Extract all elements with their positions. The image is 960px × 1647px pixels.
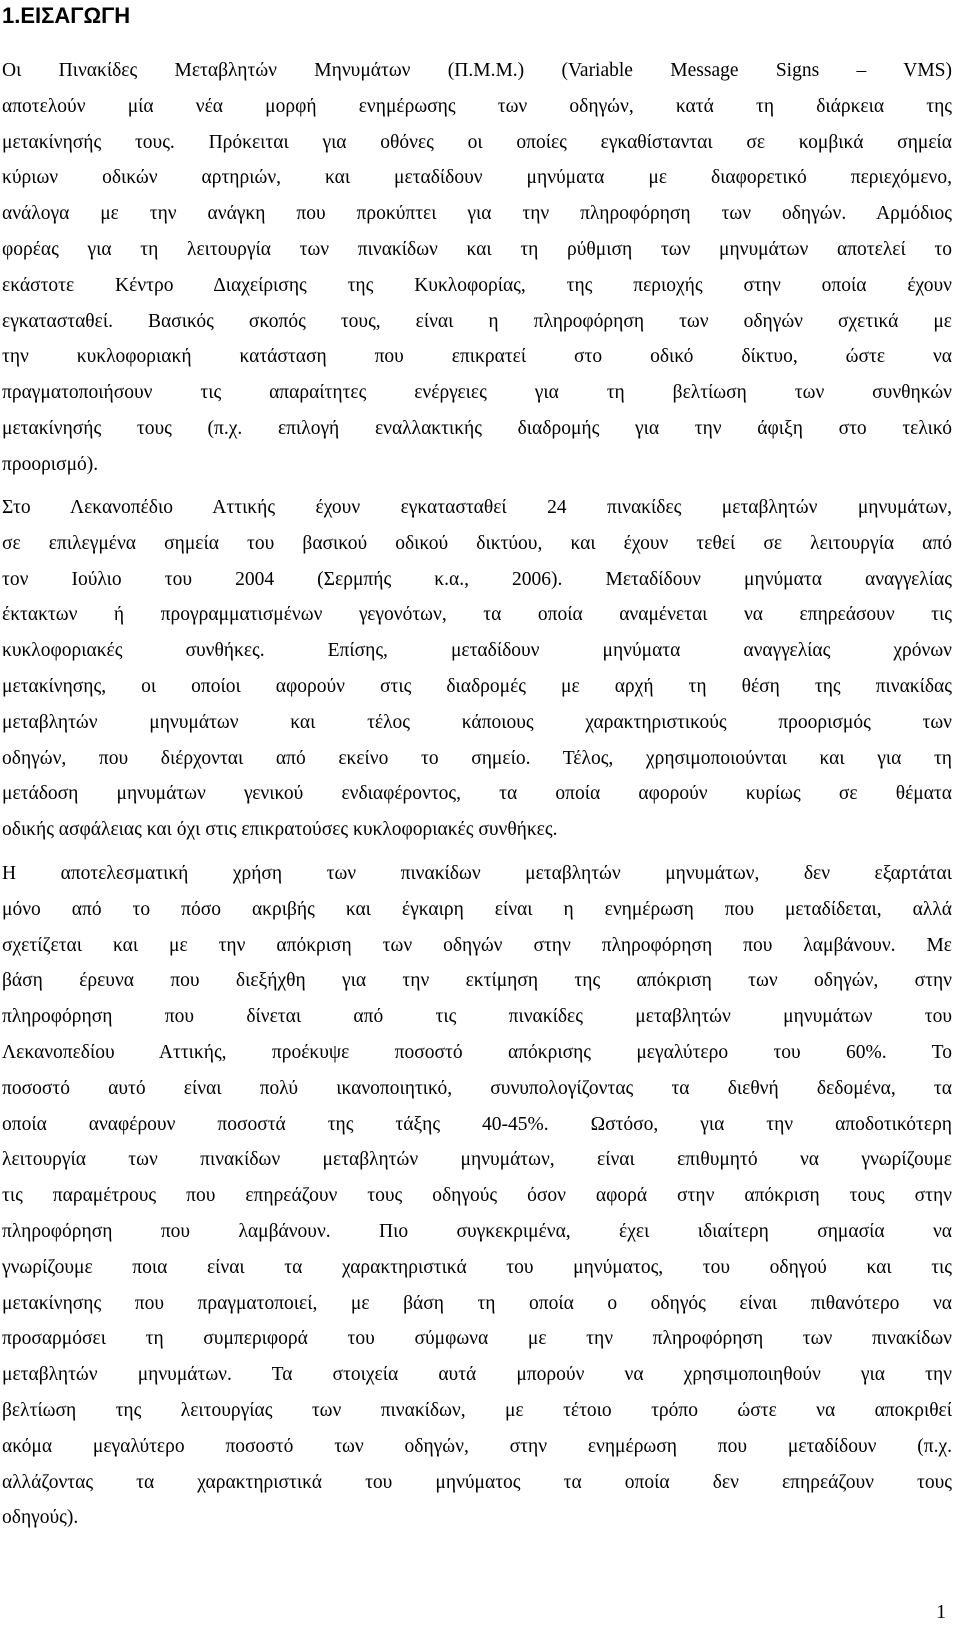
page-number: 1 bbox=[936, 1602, 946, 1623]
text-line: ανάλογα με την ανάγκη που προκύπτει για την πληροφόρηση των οδηγών. Αρμόδιος bbox=[2, 203, 952, 225]
text-line: κυκλοφοριακές συνθήκες. Επίσης, μεταδίδουν μηνύματα αναγγελίας χρόνων bbox=[2, 640, 952, 662]
text-line: κύριων οδικών αρτηριών, και μεταδίδουν μηνύματα με διαφορετικό περιεχόμενο, bbox=[2, 167, 952, 189]
text-line: προσαρμόσει τη συμπεριφορά του σύμφωνα με την πληροφόρηση των πινακίδων bbox=[2, 1328, 952, 1350]
text-line: τον Ιούλιο του 2004 (Σερμπής κ.α., 2006). Μεταδίδουν μηνύματα αναγγελίας bbox=[2, 568, 952, 590]
text-line: μόνο από το πόσο ακριβής και έγκαιρη είναι η ενημέρωση που μεταδίδεται, αλλά bbox=[2, 898, 952, 920]
text-line: οποία αναφέρουν ποσοστά της τάξης 40-45%. Ωστόσο, για την αποδοτικότερη bbox=[2, 1113, 952, 1135]
text-line: οδηγών, που διέρχονται από εκείνο το σημείο. Τέλος, χρησιμοποιούνται και για τη bbox=[2, 747, 952, 769]
text-line: πραγματοποιήσουν τις απαραίτητες ενέργειες για τη βελτίωση των συνθηκών bbox=[2, 382, 952, 404]
text-line: βάση έρευνα που διεξήχθη για την εκτίμηση της απόκριση των οδηγών, στην bbox=[2, 970, 952, 992]
section-heading: 1.ΕΙΣΑΓΩΓΗ bbox=[2, 3, 131, 28]
text-line: αλλάζοντας τα χαρακτηριστικά του μηνύματος τα οποία δεν επηρεάζουν τους bbox=[2, 1471, 952, 1493]
text-line: πληροφόρηση που λαμβάνουν. Πιο συγκεκριμένα, έχει ιδιαίτερη σημασία να bbox=[2, 1220, 952, 1242]
text-line: Η αποτελεσματική χρήση των πινακίδων μεταβλητών μηνυμάτων, δεν εξαρτάται bbox=[2, 863, 952, 884]
paragraph bbox=[2, 490, 952, 848]
text-line: αποτελούν μία νέα μορφή ενημέρωσης των οδηγών, κατά τη διάρκεια της bbox=[2, 95, 952, 117]
text-line: βελτίωση της λειτουργίας των πινακίδων, με τέτοιο τρόπο ώστε να αποκριθεί bbox=[2, 1399, 952, 1421]
text-line: Λεκανοπεδίου Αττικής, προέκυψε ποσοστό απόκρισης μεγαλύτερο του 60%. Το bbox=[2, 1041, 952, 1063]
text-line: σχετίζεται και με την απόκριση των οδηγών στην πληροφόρηση που λαμβάνουν. Με bbox=[2, 934, 952, 956]
text-line: τις παραμέτρους που επηρεάζουν τους οδηγούς όσον αφορά στην απόκριση τους στην bbox=[2, 1185, 952, 1207]
text-line: πληροφόρηση που δίνεται από τις πινακίδες μεταβλητών μηνυμάτων του bbox=[2, 1006, 952, 1028]
text-line: μετακίνησής τους. Πρόκειται για οθόνες οι οποίες εγκαθίστανται σε κομβικά σημεία bbox=[2, 131, 952, 153]
text-line: μετάδοση μηνυμάτων γενικού ενδιαφέροντος, τα οποία αφορούν κυρίως σε θέματα bbox=[2, 783, 952, 805]
text-line: λειτουργία των πινακίδων μεταβλητών μηνυμάτων, είναι επιθυμητό να γνωρίζουμε bbox=[2, 1149, 952, 1171]
text-line: την κυκλοφοριακή κατάσταση που επικρατεί στο οδικό δίκτυο, ώστε να bbox=[2, 346, 952, 368]
text-line: ποσοστό αυτό είναι πολύ ικανοποιητικό, συνυπολογίζοντας τα διεθνή δεδομένα, τα bbox=[2, 1077, 952, 1099]
text-line: μετακίνησής τους (π.χ. επιλογή εναλλακτικής διαδρομής για την άφιξη στο τελικό bbox=[2, 417, 952, 439]
text-line: Οι Πινακίδες Μεταβλητών Μηνυμάτων (Π.Μ.Μ.) (Variable Message Signs – VMS) bbox=[2, 60, 952, 81]
text-line: μετακίνησης που πραγματοποιεί, με βάση τη οποία ο οδηγός είναι πιθανότερο να bbox=[2, 1292, 952, 1314]
text-line: εκάστοτε Κέντρο Διαχείρισης της Κυκλοφορίας, της περιοχής στην οποία έχουν bbox=[2, 274, 952, 296]
text-line: εγκατασταθεί. Βασικός σκοπός τους, είναι η πληροφόρηση των οδηγών σχετικά με bbox=[2, 310, 952, 332]
text-line: έκτακτων ή προγραμματισμένων γεγονότων, τα οποία αναμένεται να επηρεάσουν τις bbox=[2, 604, 952, 626]
text-line: μεταβλητών μηνυμάτων και τέλος κάποιους χαρακτηριστικούς προορισμός των bbox=[2, 711, 952, 733]
text-line: φορέας για τη λειτουργία των πινακίδων και τη ρύθμιση των μηνυμάτων αποτελεί το bbox=[2, 238, 952, 260]
text-line: οδηγούς). bbox=[2, 1507, 79, 1529]
paragraph bbox=[2, 856, 952, 1536]
text-line: σε επιλεγμένα σημεία του βασικού οδικού δικτύου, και έχουν τεθεί σε λειτουργία από bbox=[2, 532, 952, 554]
text-line: γνωρίζουμε ποια είναι τα χαρακτηριστικά του μηνύματος, του οδηγού και τις bbox=[2, 1256, 952, 1278]
text-line: προορισμό). bbox=[2, 453, 99, 475]
text-line: ακόμα μεγαλύτερο ποσοστό των οδηγών, στην ενημέρωση που μεταδίδουν (π.χ. bbox=[2, 1435, 952, 1457]
text-line: οδικής ασφάλειας και όχι στις επικρατούσες κυκλοφοριακές συνθήκες. bbox=[2, 819, 558, 841]
text-line: Στο Λεκανοπέδιο Αττικής έχουν εγκατασταθεί 24 πινακίδες μεταβλητών μηνυμάτων, bbox=[2, 497, 952, 518]
text-line: μεταβλητών μηνυμάτων. Τα στοιχεία αυτά μπορούν να χρησιμοποιηθούν για την bbox=[2, 1364, 952, 1386]
text-line: μετακίνησης, οι οποίοι αφορούν στις διαδρομές με αρχή τη θέση της πινακίδας bbox=[2, 675, 952, 697]
paragraph bbox=[2, 53, 952, 483]
